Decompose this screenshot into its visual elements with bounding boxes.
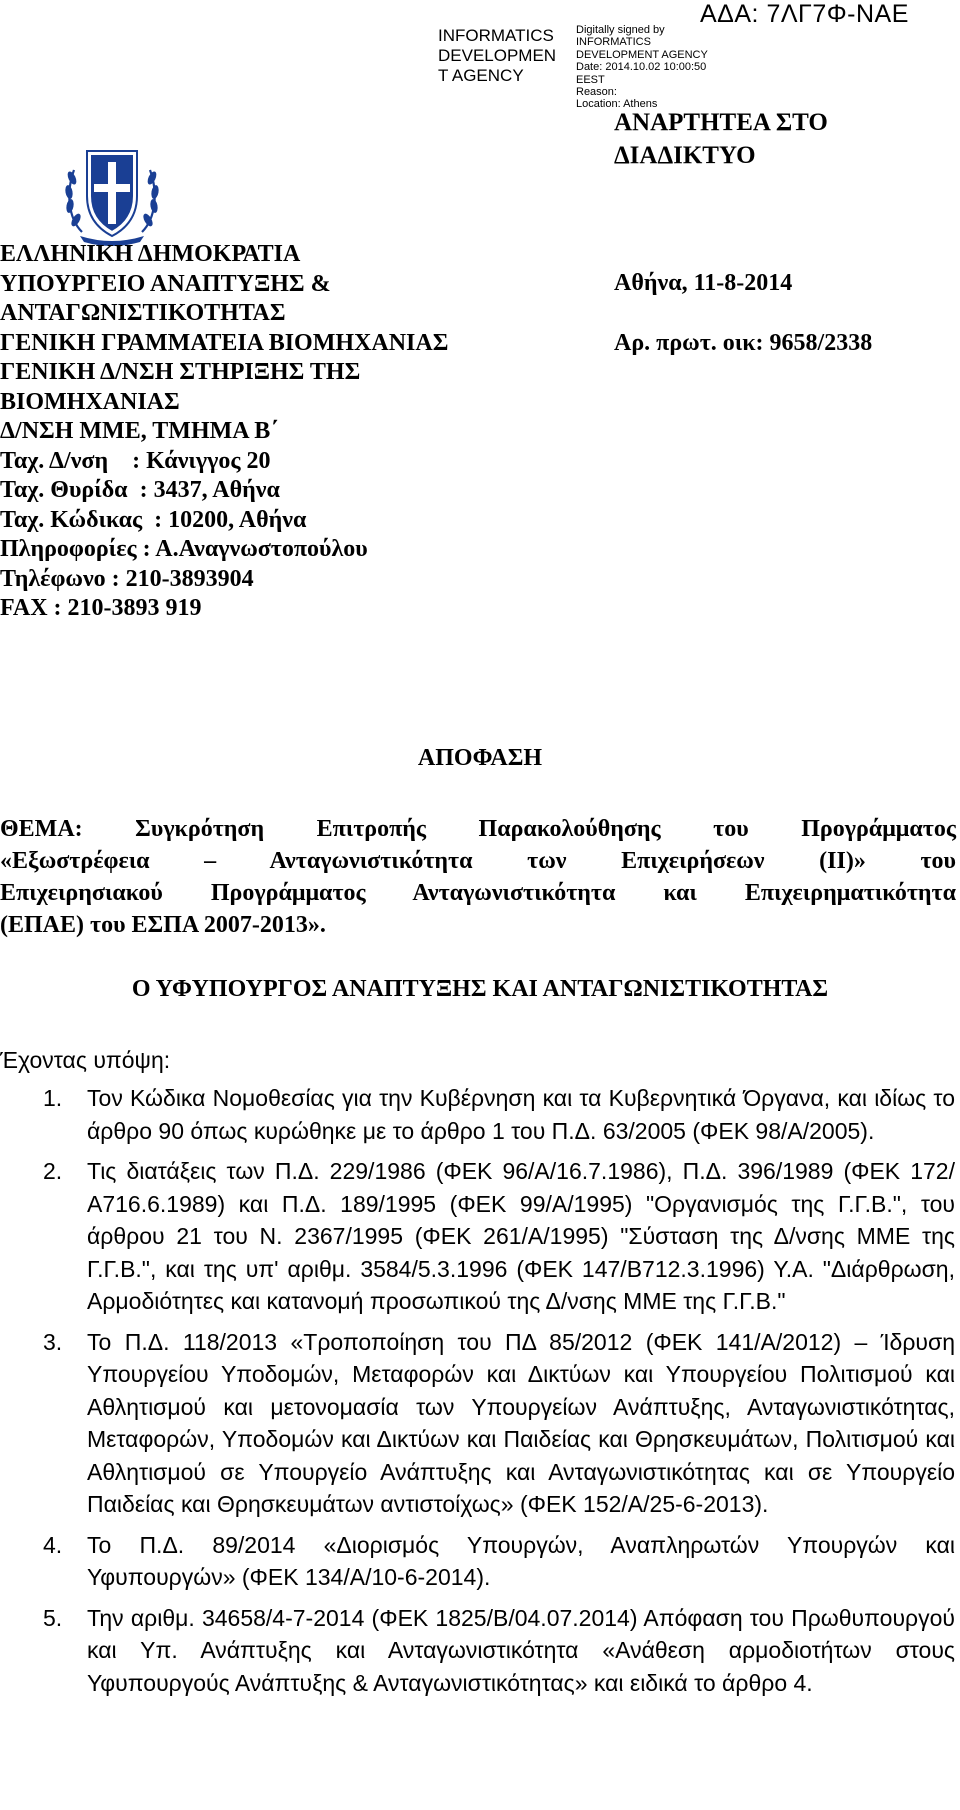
sender-line: Τηλέφωνο : 210-3893904 [0,565,254,592]
signature-line: INFORMATICS [576,36,651,49]
greek-coat-of-arms-icon [60,140,164,248]
sender-line: ΒΙΟΜΗΧΑΝΙΑΣ [0,388,180,415]
sender-line: ΑΝΤΑΓΩΝΙΣΤΙΚΟΤΗΤΑΣ [0,300,286,326]
document-title: ΑΠΟΦΑΣΗ [417,745,543,771]
signature-line: Date: 2014.10.02 10:00:50 [576,61,707,74]
considering-label: Έχοντας υπόψη: [0,1047,171,1073]
sender-line: ΓΕΝΙΚΗ Δ/ΝΣΗ ΣΤΗΡΙΞΗΣ ΤΗΣ [0,359,361,385]
list-item [0,1155,955,1318]
minister-heading: Ο ΥΦΥΠΟΥΡΓΟΣ ΑΝΑΠΤΥΞΗΣ ΚΑΙ ΑΝΤΑΓΩΝΙΣΤΙΚΟΤΗΤΑΣ [131,976,829,1002]
subject-paragraph [0,813,956,941]
signature-line: Location: Athens [576,98,658,111]
list-item [0,1326,955,1521]
item-text: Το Π.Δ. 118/2013 «Τροποποίηση του ΠΔ 85/2012 (ΦΕΚ 141/Α/2012) – Ίδρυση Υπουργείου Υποδομών, Μεταφορών και Δικτύων και Υπουργείου Πολιτισμού και Αθλητισμού και μετονομασία των Υπουργείων Ανάπτυξης, Ανταγωνιστικότητας, Μεταφορών, Υποδομών και Δικτύων και Παιδείας και Θρησκευμάτων, Πολιτισμού και Αθλητισμού σε Υπουργείο Ανάπτυξης και Ανταγωνιστικότητας και σε Υπουργείο Παιδείας και Θρησκευμάτων αντιστοίχως» (ΦΕΚ 152/Α/25-6-2013). [87,1328,955,1517]
item-text: Τον Κώδικα Νομοθεσίας για την Κυβέρνηση και τα Κυβερνητικά Όργανα, και ιδίως το άρθρο 90 όπως κυρώθηκε με το άρθρο 1 του Π.Δ. 63/2005 (ΦΕΚ 98/Α/2005). [87,1085,955,1144]
signature-line: Digitally signed by [576,24,665,36]
sender-line: Δ/ΝΣΗ ΜΜΕ, ΤΜΗΜΑ Β΄ [0,418,279,444]
considerations-list [0,1082,960,1707]
posting-notice-line: ΔΙΑΔΙΚΤΥΟ [614,142,756,169]
signature-line: DEVELOPMENT AGENCY [576,48,708,61]
subject-line: (ΕΠΑΕ) του ΕΣΠΑ 2007-2013». [0,912,326,938]
sender-line: ΓΕΝΙΚΗ ΓΡΑΜΜΑΤΕΙΑ ΒΙΟΜΗΧΑΝΙΑΣ [0,329,449,356]
item-text: Την αριθμ. 34658/4-7-2014 (ΦΕΚ 1825/Β/04.07.2014) Απόφαση του Πρωθυπουργού και Υπ. Ανάπτυξης και Ανταγωνιστικότητα «Ανάθεση αρμοδιοτήτων στους Υφυπουργούς Ανάπτυξης & Ανταγωνιστικότητας» και ειδικά το άρθρο 4. [87,1604,955,1696]
item-number: 5. [43,1604,63,1631]
item-text: Τις διατάξεις των Π.Δ. 229/1986 (ΦΕΚ 96/Α/16.7.1986), Π.Δ. 396/1989 (ΦΕΚ 172/Α716.6.1989) και Π.Δ. 189/1995 (ΦΕΚ 99/Α/1995) "Οργανισμός της Γ.Γ.Β.", του άρθρου 21 του Ν. 2367/1995 (ΦΕΚ 261/Α/1995) "Σύσταση της Δ/νσης ΜΜΕ της Γ.Γ.Β.", και της υπ' αριθμ. 3584/5.3.1996 (ΦΕΚ 147/Β712.3.1996) Υ.Α. "Διάρθρωση, Αρμοδιότητες και κατανομή προσωπικού της Δ/νσης ΜΜΕ της Γ.Γ.Β." [87,1158,955,1314]
digital-signature-details [576,24,756,111]
emblem-graphic [60,140,164,248]
list-item [0,1529,955,1594]
sender-line: ΕΛΛΗΝΙΚΗ ΔΗΜΟΚΡΑΤΙΑ [0,241,301,267]
signature-line: Reason: [576,86,617,99]
sender-line: Πληροφορίες : Α.Αναγνωστοπούλου [0,536,368,562]
subject-line: «Εξωστρέφεια – Ανταγωνιστικότητα των Επιχειρήσεων (ΙΙ)» του [0,848,956,874]
posting-notice-line: ΑΝΑΡΤΗΤΕΑ ΣΤΟ [614,109,828,136]
item-number: 3. [43,1328,63,1355]
sender-line: Ταχ. Κώδικας : 10200, Αθήνα [0,506,307,533]
signer-line: INFORMATICS [438,26,554,45]
ada-code: ΑΔΑ: 7ΛΓ7Φ-ΝΑΕ [700,0,909,28]
list-item [0,1082,955,1147]
sender-block [0,240,448,624]
sender-line: Ταχ. Δ/νση : Κάνιγγος 20 [0,447,271,474]
item-number: 4. [43,1531,63,1558]
posting-notice [614,106,828,172]
signature-line: EEST [576,73,605,86]
sender-line: ΥΠΟΥΡΓΕΙΟ ΑΝΑΠΤΥΞΗΣ & [0,270,331,297]
sender-line: Ταχ. Θυρίδα : 3437, Αθήνα [0,477,280,503]
signer-line: DEVELOPMEN [438,46,557,65]
subject-line: ΘΕΜΑ: Συγκρότηση Επιτροπής Παρακολούθησης του Προγράμματος [0,816,956,842]
digital-signer-name [438,26,570,86]
item-text: Το Π.Δ. 89/2014 «Διορισμός Υπουργών, Αναπληρωτών Υπουργών και Υφυπουργών» (ΦΕΚ 134/Α/10-6-2014). [87,1531,955,1590]
item-number: 2. [43,1158,63,1184]
signer-line: T AGENCY [438,66,524,85]
subject-line: Επιχειρησιακού Προγράμματος Ανταγωνιστικότητα και Επιχειρηματικότητα [0,880,956,906]
document-date: Αθήνα, 11-8-2014 [614,270,793,296]
sender-line: FAX : 210-3893 919 [0,595,202,621]
item-number: 1. [43,1085,63,1111]
protocol-number: Αρ. πρωτ. οικ: 9658/2338 [614,330,873,356]
list-item [0,1602,955,1700]
